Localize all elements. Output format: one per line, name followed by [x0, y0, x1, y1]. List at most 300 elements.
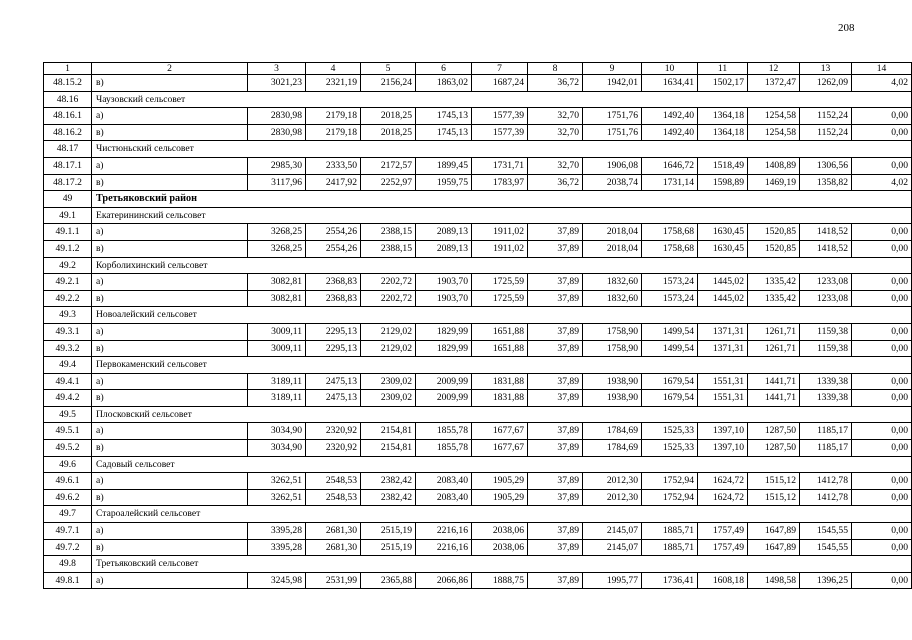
- value-cell: 1758,90: [583, 323, 642, 340]
- value-cell: 1152,24: [800, 108, 852, 125]
- value-cell: 1757,49: [698, 539, 748, 556]
- value-cell: 0,00: [852, 124, 912, 141]
- value-cell: 0,00: [852, 440, 912, 457]
- value-cell: 1261,71: [748, 340, 800, 357]
- value-cell: 1598,89: [698, 174, 748, 191]
- table-row: [44, 539, 912, 556]
- value-cell: 2089,13: [416, 224, 472, 241]
- value-cell: 0,00: [852, 373, 912, 390]
- value-cell: 0,00: [852, 240, 912, 257]
- group-name: Новоалейский сельсовет: [92, 307, 912, 324]
- value-cell: 1888,75: [472, 572, 528, 589]
- value-cell: 3268,25: [248, 224, 306, 241]
- value-cell: 37,89: [528, 340, 583, 357]
- value-cell: 0,00: [852, 473, 912, 490]
- value-cell: 1899,45: [416, 157, 472, 174]
- value-cell: 0,00: [852, 340, 912, 357]
- value-cell: 1855,78: [416, 423, 472, 440]
- value-cell: 2216,16: [416, 523, 472, 540]
- value-cell: 1254,58: [748, 124, 800, 141]
- value-cell: 1725,59: [472, 274, 528, 291]
- row-code: 49.1.1: [44, 224, 92, 241]
- value-cell: 2333,50: [306, 157, 361, 174]
- row-code: 48.17.2: [44, 174, 92, 191]
- value-cell: 1152,24: [800, 124, 852, 141]
- row-code: 49.7.1: [44, 523, 92, 540]
- column-number: 11: [698, 63, 748, 75]
- value-cell: 2309,02: [361, 373, 416, 390]
- value-cell: 1783,97: [472, 174, 528, 191]
- value-cell: 1624,72: [698, 489, 748, 506]
- value-cell: 1233,08: [800, 274, 852, 291]
- value-cell: 1911,02: [472, 224, 528, 241]
- value-cell: 1445,02: [698, 290, 748, 307]
- row-subitem: в): [92, 539, 248, 556]
- value-cell: 3189,11: [248, 373, 306, 390]
- value-cell: 0,00: [852, 157, 912, 174]
- value-cell: 1736,41: [642, 572, 698, 589]
- table-row: [44, 174, 912, 191]
- row-code: 49.5.2: [44, 440, 92, 457]
- value-cell: 2554,26: [306, 224, 361, 241]
- value-cell: 37,89: [528, 373, 583, 390]
- value-cell: 1651,88: [472, 340, 528, 357]
- value-cell: 1372,47: [748, 75, 800, 92]
- value-cell: 0,00: [852, 539, 912, 556]
- value-cell: 2179,18: [306, 124, 361, 141]
- value-cell: 1545,55: [800, 539, 852, 556]
- value-cell: 1335,42: [748, 274, 800, 291]
- value-cell: 1502,17: [698, 75, 748, 92]
- value-cell: 1995,77: [583, 572, 642, 589]
- value-cell: 1608,18: [698, 572, 748, 589]
- row-subitem: в): [92, 75, 248, 92]
- value-cell: 1758,68: [642, 224, 698, 241]
- value-cell: 1412,78: [800, 489, 852, 506]
- value-cell: 3245,98: [248, 572, 306, 589]
- row-subitem: в): [92, 290, 248, 307]
- value-cell: 1906,08: [583, 157, 642, 174]
- value-cell: 1630,45: [698, 240, 748, 257]
- value-cell: 2202,72: [361, 274, 416, 291]
- row-code: 49.8.1: [44, 572, 92, 589]
- value-cell: 3009,11: [248, 323, 306, 340]
- value-cell: 2382,42: [361, 489, 416, 506]
- table-row: [44, 108, 912, 125]
- value-cell: 1687,24: [472, 75, 528, 92]
- column-number: 6: [416, 63, 472, 75]
- value-cell: 3021,23: [248, 75, 306, 92]
- group-row: [44, 141, 912, 158]
- value-cell: 1551,31: [698, 373, 748, 390]
- value-cell: 1903,70: [416, 274, 472, 291]
- row-subitem: а): [92, 423, 248, 440]
- group-row: [44, 506, 912, 523]
- row-code: 49.6.1: [44, 473, 92, 490]
- value-cell: 1677,67: [472, 423, 528, 440]
- value-cell: 0,00: [852, 290, 912, 307]
- table-row: [44, 340, 912, 357]
- value-cell: 2985,30: [248, 157, 306, 174]
- value-cell: 1942,01: [583, 75, 642, 92]
- value-cell: 2515,19: [361, 523, 416, 540]
- value-cell: 2009,99: [416, 390, 472, 407]
- value-cell: 2252,97: [361, 174, 416, 191]
- value-cell: 1829,99: [416, 323, 472, 340]
- column-number: 14: [852, 63, 912, 75]
- value-cell: 4,02: [852, 174, 912, 191]
- group-row: [44, 406, 912, 423]
- group-row: [44, 307, 912, 324]
- row-subitem: а): [92, 224, 248, 241]
- value-cell: 0,00: [852, 572, 912, 589]
- row-code: 48.16: [44, 91, 92, 108]
- group-name: Екатерининский сельсовет: [92, 207, 912, 224]
- value-cell: 2018,25: [361, 108, 416, 125]
- value-cell: 1396,25: [800, 572, 852, 589]
- row-subitem: в): [92, 124, 248, 141]
- value-cell: 1577,39: [472, 124, 528, 141]
- value-cell: 1832,60: [583, 274, 642, 291]
- group-row: [44, 456, 912, 473]
- value-cell: 3395,28: [248, 539, 306, 556]
- group-name: Третьяковский сельсовет: [92, 556, 912, 573]
- value-cell: 37,89: [528, 224, 583, 241]
- value-cell: 1630,45: [698, 224, 748, 241]
- value-cell: 1525,33: [642, 423, 698, 440]
- value-cell: 3034,90: [248, 423, 306, 440]
- table-row: [44, 440, 912, 457]
- value-cell: 36,72: [528, 174, 583, 191]
- value-cell: 1885,71: [642, 523, 698, 540]
- value-cell: 2018,04: [583, 240, 642, 257]
- value-cell: 0,00: [852, 390, 912, 407]
- value-cell: 0,00: [852, 489, 912, 506]
- value-cell: 3262,51: [248, 489, 306, 506]
- value-cell: 1525,33: [642, 440, 698, 457]
- table-row: [44, 75, 912, 92]
- row-code: 49.3.1: [44, 323, 92, 340]
- value-cell: 3268,25: [248, 240, 306, 257]
- value-cell: 1492,40: [642, 108, 698, 125]
- row-subitem: а): [92, 473, 248, 490]
- value-cell: 2388,15: [361, 224, 416, 241]
- value-cell: 2038,06: [472, 523, 528, 540]
- value-cell: 1938,90: [583, 390, 642, 407]
- row-code: 49.3.2: [44, 340, 92, 357]
- value-cell: 37,89: [528, 290, 583, 307]
- group-name: Чистюньский сельсовет: [92, 141, 912, 158]
- value-cell: 37,89: [528, 572, 583, 589]
- value-cell: 1371,31: [698, 323, 748, 340]
- row-code: 49.5: [44, 406, 92, 423]
- value-cell: 1757,49: [698, 523, 748, 540]
- column-number: 12: [748, 63, 800, 75]
- value-cell: 1498,58: [748, 572, 800, 589]
- value-cell: 1573,24: [642, 290, 698, 307]
- group-row: [44, 91, 912, 108]
- group-name: Первокаменский сельсовет: [92, 357, 912, 374]
- value-cell: 2681,30: [306, 523, 361, 540]
- page-number: 208: [838, 22, 855, 34]
- row-code: 49: [44, 191, 92, 208]
- value-cell: 2382,42: [361, 473, 416, 490]
- column-number: 9: [583, 63, 642, 75]
- row-code: 48.16.1: [44, 108, 92, 125]
- value-cell: 37,89: [528, 274, 583, 291]
- value-cell: 37,89: [528, 423, 583, 440]
- value-cell: 1339,38: [800, 373, 852, 390]
- value-cell: 2515,19: [361, 539, 416, 556]
- value-cell: 1752,94: [642, 473, 698, 490]
- table-row: [44, 274, 912, 291]
- value-cell: 37,89: [528, 473, 583, 490]
- value-cell: 1445,02: [698, 274, 748, 291]
- row-code: 48.17.1: [44, 157, 92, 174]
- value-cell: 1339,38: [800, 390, 852, 407]
- value-cell: 0,00: [852, 323, 912, 340]
- value-cell: 0,00: [852, 224, 912, 241]
- group-row: [44, 556, 912, 573]
- value-cell: 1634,41: [642, 75, 698, 92]
- value-cell: 1832,60: [583, 290, 642, 307]
- value-cell: 1287,50: [748, 423, 800, 440]
- value-cell: 1647,89: [748, 539, 800, 556]
- value-cell: 1518,49: [698, 157, 748, 174]
- value-cell: 1573,24: [642, 274, 698, 291]
- table-row: [44, 489, 912, 506]
- value-cell: 2038,74: [583, 174, 642, 191]
- value-cell: 2145,07: [583, 539, 642, 556]
- value-cell: 1441,71: [748, 373, 800, 390]
- value-cell: 2320,92: [306, 423, 361, 440]
- value-cell: 37,89: [528, 489, 583, 506]
- row-code: 49.1.2: [44, 240, 92, 257]
- value-cell: 2156,24: [361, 75, 416, 92]
- value-cell: 1751,76: [583, 108, 642, 125]
- group-row: [44, 357, 912, 374]
- value-cell: 1545,55: [800, 523, 852, 540]
- row-subitem: в): [92, 440, 248, 457]
- value-cell: 0,00: [852, 274, 912, 291]
- value-cell: 2038,06: [472, 539, 528, 556]
- value-cell: 1551,31: [698, 390, 748, 407]
- value-cell: 1679,54: [642, 390, 698, 407]
- column-number: 10: [642, 63, 698, 75]
- value-cell: 2531,99: [306, 572, 361, 589]
- row-code: 48.16.2: [44, 124, 92, 141]
- table-row: [44, 157, 912, 174]
- value-cell: 2548,53: [306, 473, 361, 490]
- group-name: Плосковский сельсовет: [92, 406, 912, 423]
- value-cell: 1903,70: [416, 290, 472, 307]
- value-cell: 1831,88: [472, 373, 528, 390]
- value-cell: 1469,19: [748, 174, 800, 191]
- row-code: 49.7: [44, 506, 92, 523]
- value-cell: 2548,53: [306, 489, 361, 506]
- value-cell: 2154,81: [361, 423, 416, 440]
- column-number: 8: [528, 63, 583, 75]
- value-cell: 2129,02: [361, 340, 416, 357]
- value-cell: 2295,13: [306, 323, 361, 340]
- value-cell: 1371,31: [698, 340, 748, 357]
- value-cell: 3189,11: [248, 390, 306, 407]
- row-code: 49.4.1: [44, 373, 92, 390]
- value-cell: 2066,86: [416, 572, 472, 589]
- row-subitem: а): [92, 373, 248, 390]
- value-cell: 2129,02: [361, 323, 416, 340]
- value-cell: 2145,07: [583, 523, 642, 540]
- value-cell: 1499,54: [642, 340, 698, 357]
- value-cell: 37,89: [528, 440, 583, 457]
- group-name: Чаузовский сельсовет: [92, 91, 912, 108]
- value-cell: 1515,12: [748, 489, 800, 506]
- row-subitem: а): [92, 572, 248, 589]
- table-row: [44, 423, 912, 440]
- value-cell: 1358,82: [800, 174, 852, 191]
- value-cell: 1287,50: [748, 440, 800, 457]
- column-number-header-row: [44, 63, 912, 75]
- value-cell: 32,70: [528, 157, 583, 174]
- row-subitem: а): [92, 323, 248, 340]
- row-code: 49.6.2: [44, 489, 92, 506]
- value-cell: 1677,67: [472, 440, 528, 457]
- value-cell: 1397,10: [698, 440, 748, 457]
- column-number: 1: [44, 63, 92, 75]
- row-code: 49.8: [44, 556, 92, 573]
- value-cell: 2089,13: [416, 240, 472, 257]
- row-code: 49.2.1: [44, 274, 92, 291]
- value-cell: 1492,40: [642, 124, 698, 141]
- row-subitem: а): [92, 523, 248, 540]
- value-cell: 2202,72: [361, 290, 416, 307]
- value-cell: 1577,39: [472, 108, 528, 125]
- value-cell: 1418,52: [800, 240, 852, 257]
- column-number: 5: [361, 63, 416, 75]
- group-row: [44, 207, 912, 224]
- value-cell: 2388,15: [361, 240, 416, 257]
- row-code: 48.17: [44, 141, 92, 158]
- value-cell: 2554,26: [306, 240, 361, 257]
- value-cell: 1254,58: [748, 108, 800, 125]
- value-cell: 1731,71: [472, 157, 528, 174]
- column-number: 13: [800, 63, 852, 75]
- value-cell: 1185,17: [800, 423, 852, 440]
- value-cell: 1745,13: [416, 124, 472, 141]
- value-cell: 32,70: [528, 124, 583, 141]
- value-cell: 37,89: [528, 240, 583, 257]
- value-cell: 2321,19: [306, 75, 361, 92]
- group-row: [44, 257, 912, 274]
- value-cell: 32,70: [528, 108, 583, 125]
- value-cell: 1651,88: [472, 323, 528, 340]
- value-cell: 3009,11: [248, 340, 306, 357]
- value-cell: 1624,72: [698, 473, 748, 490]
- row-subitem: а): [92, 274, 248, 291]
- row-code: 49.1: [44, 207, 92, 224]
- value-cell: 1185,17: [800, 440, 852, 457]
- table-row: [44, 290, 912, 307]
- value-cell: 1679,54: [642, 373, 698, 390]
- value-cell: 1855,78: [416, 440, 472, 457]
- value-cell: 2009,99: [416, 373, 472, 390]
- value-cell: 1159,38: [800, 340, 852, 357]
- value-cell: 1520,85: [748, 240, 800, 257]
- value-cell: 1262,09: [800, 75, 852, 92]
- table-row: [44, 224, 912, 241]
- value-cell: 2830,98: [248, 108, 306, 125]
- value-cell: 3034,90: [248, 440, 306, 457]
- value-cell: 1784,69: [583, 423, 642, 440]
- table-row: [44, 390, 912, 407]
- value-cell: 1831,88: [472, 390, 528, 407]
- value-cell: 1159,38: [800, 323, 852, 340]
- table-row: [44, 240, 912, 257]
- value-cell: 1306,56: [800, 157, 852, 174]
- value-cell: 1499,54: [642, 323, 698, 340]
- value-cell: 1959,75: [416, 174, 472, 191]
- column-number: 3: [248, 63, 306, 75]
- value-cell: 2083,40: [416, 489, 472, 506]
- column-number: 2: [92, 63, 248, 75]
- district-name: Третьяковский район: [92, 191, 912, 208]
- value-cell: 2154,81: [361, 440, 416, 457]
- group-name: Корболихинский сельсовет: [92, 257, 912, 274]
- value-cell: 2830,98: [248, 124, 306, 141]
- value-cell: 2368,83: [306, 274, 361, 291]
- value-cell: 2417,92: [306, 174, 361, 191]
- row-code: 49.4.2: [44, 390, 92, 407]
- value-cell: 1408,89: [748, 157, 800, 174]
- value-cell: 2295,13: [306, 340, 361, 357]
- value-cell: 3395,28: [248, 523, 306, 540]
- table-row: [44, 373, 912, 390]
- value-cell: 2681,30: [306, 539, 361, 556]
- value-cell: 0,00: [852, 523, 912, 540]
- row-code: 49.5.1: [44, 423, 92, 440]
- row-code: 49.4: [44, 357, 92, 374]
- value-cell: 3262,51: [248, 473, 306, 490]
- value-cell: 1520,85: [748, 224, 800, 241]
- table-row: [44, 473, 912, 490]
- value-cell: 2172,57: [361, 157, 416, 174]
- table-row: [44, 572, 912, 589]
- value-cell: 1829,99: [416, 340, 472, 357]
- value-cell: 1758,68: [642, 240, 698, 257]
- value-cell: 1752,94: [642, 489, 698, 506]
- value-cell: 4,02: [852, 75, 912, 92]
- row-code: 49.3: [44, 307, 92, 324]
- value-cell: 37,89: [528, 539, 583, 556]
- value-cell: 3082,81: [248, 274, 306, 291]
- value-cell: 1364,18: [698, 108, 748, 125]
- value-cell: 1731,14: [642, 174, 698, 191]
- value-cell: 3117,96: [248, 174, 306, 191]
- group-name: Садовый сельсовет: [92, 456, 912, 473]
- table-row: [44, 323, 912, 340]
- value-cell: 1397,10: [698, 423, 748, 440]
- value-cell: 0,00: [852, 108, 912, 125]
- value-cell: 2018,04: [583, 224, 642, 241]
- row-subitem: в): [92, 240, 248, 257]
- value-cell: 2309,02: [361, 390, 416, 407]
- value-cell: 1885,71: [642, 539, 698, 556]
- value-cell: 2012,30: [583, 489, 642, 506]
- tariff-table: [43, 62, 912, 589]
- row-code: 49.2.2: [44, 290, 92, 307]
- value-cell: 2018,25: [361, 124, 416, 141]
- row-code: 48.15.2: [44, 75, 92, 92]
